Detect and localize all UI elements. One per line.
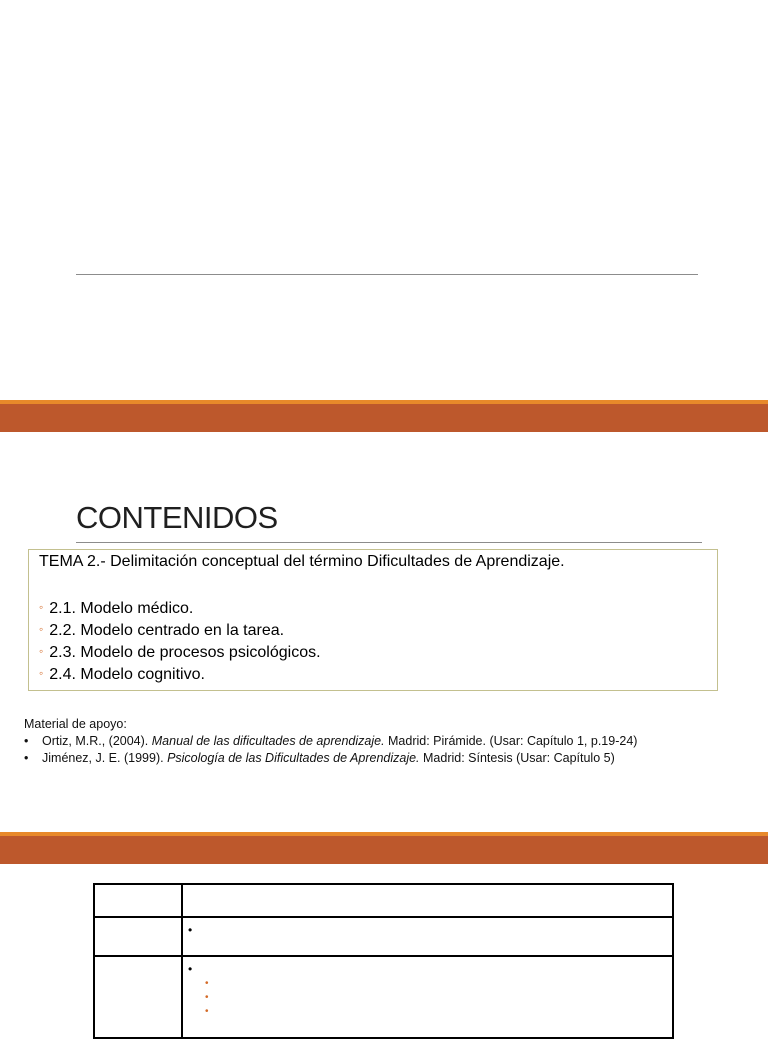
table-cell [94,917,182,956]
reference-title: Psicología de las Dificultades de Aprendizaje. [167,751,420,765]
list-item-label: 2.4. Modelo cognitivo. [49,666,205,683]
bullet-icon: • [24,751,29,765]
circle-bullet-icon: ◦ [39,644,44,658]
slide-title: CONTENIDOS [76,500,278,535]
slide-divider-band [0,400,768,432]
table-cell [182,956,673,1038]
content-table [93,883,674,1039]
list-item [39,598,321,620]
list-item [39,620,321,642]
reference-author: Jiménez, J. E. (1999). [42,751,168,765]
list-item [39,642,321,664]
bullet-icon: • [24,734,29,748]
circle-bullet-icon: ◦ [39,600,44,614]
material-label: Material de apoyo: [24,717,127,731]
title-underline [76,542,702,543]
sub-bullet-icon: • [205,978,209,989]
table-row [94,884,673,917]
tema-heading: TEMA 2.- Delimitación conceptual del término Dificultades de Aprendizaje. [39,553,565,570]
reference-publisher: Madrid: Pirámide. (Usar: Capítulo 1, p.19-24) [384,734,638,748]
title-underline-slide1 [76,274,698,275]
bullet-icon: • [188,923,193,937]
list-item-label: 2.1. Modelo médico. [49,600,194,617]
reference-title: Manual de las dificultades de aprendizaje. [151,734,385,748]
reference-item [24,750,637,767]
content-box [28,549,718,691]
bullet-icon: • [188,962,193,976]
circle-bullet-icon: ◦ [39,622,44,636]
table-cell [182,884,673,917]
table-cell [182,917,673,956]
table-row [94,917,673,956]
reference-item [24,733,637,750]
topic-list [39,598,321,686]
list-item-label: 2.2. Modelo centrado en la tarea. [49,622,285,639]
reference-publisher: Madrid: Síntesis (Usar: Capítulo 5) [419,751,615,765]
slide-divider-band [0,832,768,864]
sub-bullet-icon: • [205,1006,209,1017]
reference-list [24,733,637,767]
reference-author: Ortiz, M.R., (2004). [42,734,152,748]
list-item [39,664,321,686]
table-cell [94,884,182,917]
sub-bullet-icon: • [205,992,209,1003]
circle-bullet-icon: ◦ [39,666,44,680]
table-row [94,956,673,1038]
list-item-label: 2.3. Modelo de procesos psicológicos. [49,644,321,661]
table-cell [94,956,182,1038]
